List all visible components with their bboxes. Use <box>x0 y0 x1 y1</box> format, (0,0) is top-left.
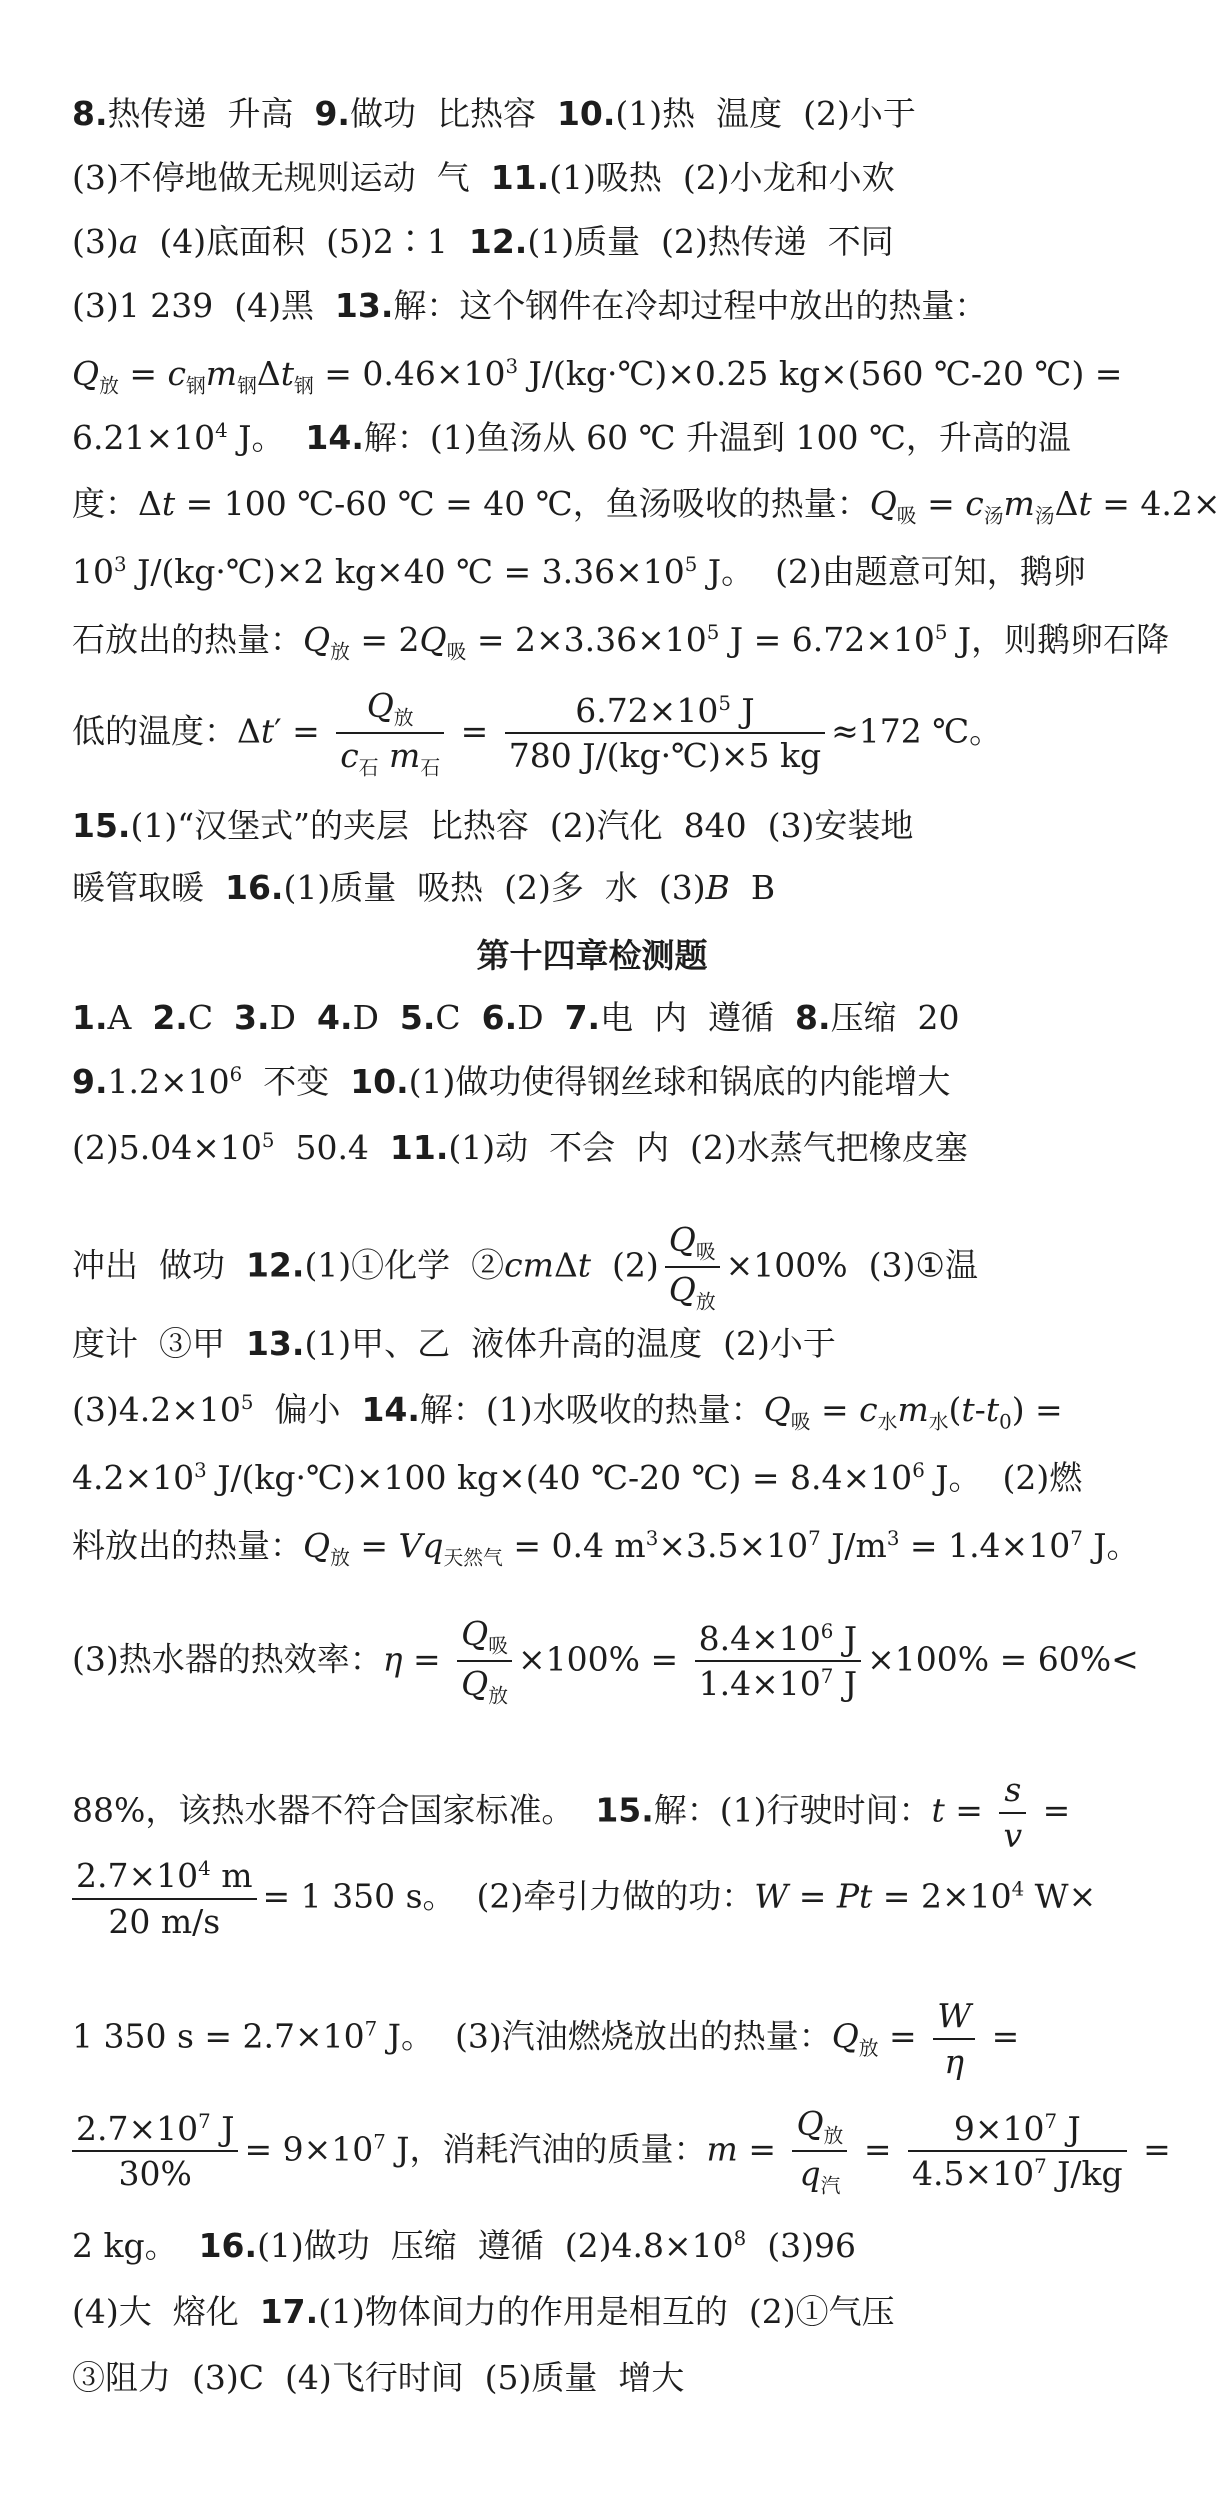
answer-line: 8.热传递 升高 9.做功 比热容 10.(1)热 温度 (2)小于 <box>72 94 916 133</box>
answer-line: 度：Δt = 100 ℃-60 ℃ = 40 ℃，鱼汤吸收的热量：$Q_吸 = c_汤m_汤\Delta t = 4.2\times$ <box>72 484 1220 528</box>
answer-line: 2 kg。 16.(1)做功 压缩 遵循 $(2)4.8\times 10^8$ (3)96 <box>72 2226 856 2265</box>
answer-line: ③阻力 (3)C (4)飞行时间 (5)质量 增大 <box>72 2358 685 2397</box>
formula-line: $Q_放 = c_钢m_钢\Delta t_钢 = 0.46\times 10^3$ J/(kg·℃)×0.25 kg×(560 ℃-20 ℃) = <box>72 354 1123 398</box>
answer-line: $(2)5.04\times 10^5$ 50.4 11.(1)动 不会 内 (2)水蒸气把橡皮塞 <box>72 1128 968 1167</box>
answer-line: 1.A 2.C 3.D 4.D 5.C 6.D 7.电 内 遵循 8.压缩 20 <box>72 998 960 1037</box>
answer-line: 暖管取暖 16.(1)质量 吸热 (2)多 水 (3)B B <box>72 868 776 907</box>
answer-line: 石放出的热量：$Q_放 = 2Q_吸 = 2\times 3.36\times 10^5$ $J = 6.72\times 10^5$ J，则鹅卵石降 <box>72 620 1170 664</box>
formula-line: $\frac{2.7\times 10^7 J}{30\%}$ = $9\times 10^7$ J，消耗汽油的质量：m = $Q_放$ $q_汽$ = $\frac{9\times 10^7 J}{4.5\times 10^7 J/kg}$ = <box>72 2104 1171 2199</box>
section-title: 第十四章检测题 <box>476 936 708 975</box>
formula-line: 冲出 做功 12.(1)①化学 ②cmΔt (2) $Q_吸$ $Q_放$ ×100% (3)①温 <box>72 1220 978 1314</box>
answer-line: $4.2\times 10^3$ J/(kg·℃)×100 kg×(40 ℃-20 ℃) = $8.4\times 10^6$ J。 (2)燃 <box>72 1458 1083 1497</box>
answer-line: 料放出的热量：$Q_放 = Vq_{天然气} = 0.4$ $m^3\times 3.5\times 10^7$ $J/m^3 = 1.4\times 10^7$ J。 <box>72 1526 1140 1570</box>
answer-line: (3)1 239 (4)黑 13.解：这个钢件在冷却过程中放出的热量： <box>72 286 988 325</box>
formula-line: 低的温度：Δt′ = $Q_放$ $c_石$ $m_石$ = $\frac{6.72\times 10^5 J}{780 J/(kg\cdot℃)\times 5 kg}$ ≈172 ℃。 <box>72 686 1003 780</box>
formula-line: 1 350 $s = 2.7\times 10^7$ J。 (3)汽油燃烧放出的热量：$Q_放$ = $\frac{W}{\eta}$ = <box>72 1996 1020 2081</box>
answer-line: 15.(1)“汉堡式”的夹层 比热容 (2)汽化 840 (3)安装地 <box>72 806 914 845</box>
answer-line: (3)a (4)底面积 (5)2∶1 12.(1)质量 (2)热传递 不同 <box>72 222 894 261</box>
answer-line: $9.1.2\times 10^6$ 不变 10.(1)做功使得钢丝球和锅底的内能增大 <box>72 1062 951 1101</box>
answer-line: $6.21\times 10^4$ J。 14.解：(1)鱼汤从 60 ℃ 升温到 100 ℃，升高的温 <box>72 418 1071 457</box>
formula-line: $\frac{2.7\times 10^4 m}{20 m/s}$ = 1 350 s。 (2)牵引力做的功：$W = Pt = 2\times 10^4$ W× <box>72 1856 1096 1941</box>
answer-line: $(3)4.2\times 10^5$ 偏小 14.解：(1)水吸收的热量：$Q_吸 = c_水m_水(t-t_0)$ = <box>72 1390 1063 1434</box>
answer-line: $10^3$ J/(kg·℃)×2 kg×40 ℃ = $3.36\times 10^5$ J。 (2)由题意可知，鹅卵 <box>72 552 1086 591</box>
answer-line: (3)不停地做无规则运动 气 11.(1)吸热 (2)小龙和小欢 <box>72 158 895 197</box>
answer-line: 度计 ③甲 13.(1)甲、乙 液体升高的温度 (2)小于 <box>72 1324 836 1363</box>
formula-line: (3)热水器的热效率：η = $Q_吸$ $Q_放$ ×100% = $\frac{8.4\times 10^6 J}{1.4\times 10^7 J}$ ×100% = 60%< <box>72 1614 1139 1708</box>
answer-line: (4)大 熔化 17.(1)物体间力的作用是相互的 (2)①气压 <box>72 2292 895 2331</box>
formula-line: 88%，该热水器不符合国家标准。 15.解：(1)行驶时间：t = $\frac{s}{v}$ = <box>72 1770 1071 1855</box>
